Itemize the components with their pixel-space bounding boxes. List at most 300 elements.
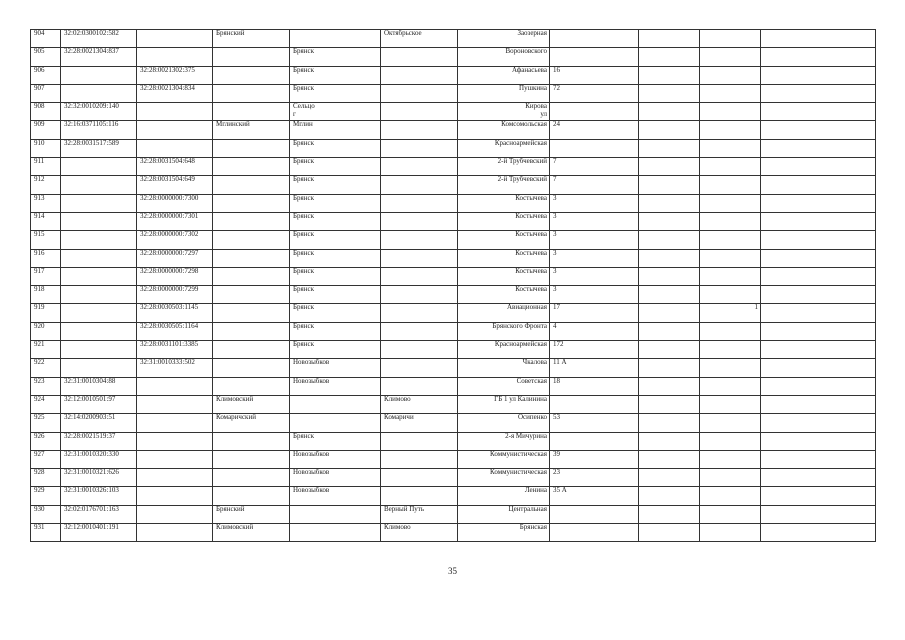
settlement-cell xyxy=(381,66,458,84)
cadastral-number-cell: 32:28:0021519:37 xyxy=(61,432,137,450)
district-cell xyxy=(213,341,290,359)
city-cell xyxy=(290,30,381,48)
table-row xyxy=(31,194,876,212)
building-cell xyxy=(639,48,700,66)
table-row xyxy=(31,176,876,194)
district-cell xyxy=(213,286,290,304)
district-cell xyxy=(213,84,290,102)
note-cell xyxy=(761,450,876,468)
cadastral-number-cell xyxy=(61,304,137,322)
row-number-cell: 911 xyxy=(31,158,61,176)
house-cell: 7 xyxy=(550,176,639,194)
street-cell: Комсомольская xyxy=(458,121,550,139)
settlement-cell: Климово xyxy=(381,524,458,542)
extra-cell xyxy=(700,121,761,139)
table-row xyxy=(31,286,876,304)
row-number-cell: 917 xyxy=(31,267,61,285)
district-cell: Климовский xyxy=(213,524,290,542)
extra-cell xyxy=(700,267,761,285)
cadastral-number-2-cell xyxy=(137,121,213,139)
extra-cell xyxy=(700,450,761,468)
table-row xyxy=(31,414,876,432)
extra-cell xyxy=(700,30,761,48)
street-cell: Коммунистическая xyxy=(458,450,550,468)
building-cell xyxy=(639,267,700,285)
settlement-cell: Верный Путь xyxy=(381,505,458,523)
city-cell: Новозыбков xyxy=(290,469,381,487)
city-cell: Брянск xyxy=(290,158,381,176)
city-cell xyxy=(290,524,381,542)
table-row xyxy=(31,487,876,505)
street-cell: Заозерная xyxy=(458,30,550,48)
house-cell: 39 xyxy=(550,450,639,468)
house-cell xyxy=(550,30,639,48)
district-cell xyxy=(213,487,290,505)
note-cell xyxy=(761,487,876,505)
house-cell xyxy=(550,524,639,542)
settlement-cell xyxy=(381,48,458,66)
city-cell xyxy=(290,414,381,432)
house-cell: 72 xyxy=(550,84,639,102)
cadastral-number-cell: 32:32:0010209:140 xyxy=(61,103,137,121)
extra-cell xyxy=(700,231,761,249)
settlement-cell xyxy=(381,194,458,212)
extra-cell xyxy=(700,286,761,304)
cadastral-number-2-cell: 32:28:0000000:7299 xyxy=(137,286,213,304)
cadastral-number-2-cell xyxy=(137,139,213,157)
house-cell xyxy=(550,103,639,121)
settlement-cell xyxy=(381,249,458,267)
district-cell xyxy=(213,469,290,487)
cadastral-number-2-cell: 32:28:0031504:648 xyxy=(137,158,213,176)
extra-cell xyxy=(700,432,761,450)
note-cell xyxy=(761,469,876,487)
settlement-cell xyxy=(381,469,458,487)
district-cell xyxy=(213,176,290,194)
house-cell xyxy=(550,505,639,523)
city-cell: Брянск xyxy=(290,267,381,285)
city-cell xyxy=(290,505,381,523)
district-cell: Комаричский xyxy=(213,414,290,432)
extra-cell xyxy=(700,158,761,176)
settlement-cell xyxy=(381,341,458,359)
note-cell xyxy=(761,395,876,413)
cadastral-number-2-cell: 32:28:0000000:7298 xyxy=(137,267,213,285)
street-cell: Костычева xyxy=(458,286,550,304)
city-cell: Брянск xyxy=(290,48,381,66)
table-row xyxy=(31,30,876,48)
city-cell: Новозыбков xyxy=(290,359,381,377)
row-number-cell: 930 xyxy=(31,505,61,523)
city-cell: Мглин xyxy=(290,121,381,139)
street-cell: Костычева xyxy=(458,212,550,230)
city-cell: Новозыбков xyxy=(290,450,381,468)
page-number: 35 xyxy=(448,566,457,576)
note-cell xyxy=(761,231,876,249)
extra-cell xyxy=(700,103,761,121)
house-cell: 17 xyxy=(550,304,639,322)
extra-cell xyxy=(700,395,761,413)
row-number-cell: 909 xyxy=(31,121,61,139)
building-cell xyxy=(639,414,700,432)
cadastral-number-cell xyxy=(61,359,137,377)
note-cell xyxy=(761,212,876,230)
district-cell xyxy=(213,103,290,121)
note-cell xyxy=(761,176,876,194)
table-row xyxy=(31,322,876,340)
district-cell xyxy=(213,48,290,66)
building-cell xyxy=(639,304,700,322)
house-cell: 18 xyxy=(550,377,639,395)
table-row xyxy=(31,450,876,468)
house-cell: 3 xyxy=(550,231,639,249)
table-row xyxy=(31,158,876,176)
row-number-cell: 908 xyxy=(31,103,61,121)
city-cell: Брянск xyxy=(290,432,381,450)
district-cell xyxy=(213,158,290,176)
cadastral-number-cell xyxy=(61,322,137,340)
table-row xyxy=(31,377,876,395)
note-cell xyxy=(761,139,876,157)
table-row xyxy=(31,66,876,84)
row-number-cell: 916 xyxy=(31,249,61,267)
note-cell xyxy=(761,304,876,322)
city-cell: Брянск xyxy=(290,286,381,304)
table-row xyxy=(31,249,876,267)
cadastral-number-cell: 32:12:0010501:97 xyxy=(61,395,137,413)
note-cell xyxy=(761,194,876,212)
row-number-cell: 913 xyxy=(31,194,61,212)
cadastral-number-cell xyxy=(61,286,137,304)
district-cell: Климовский xyxy=(213,395,290,413)
extra-cell: 1 xyxy=(700,304,761,322)
settlement-cell xyxy=(381,304,458,322)
street-cell: Красноармейская xyxy=(458,139,550,157)
note-cell xyxy=(761,267,876,285)
cadastral-number-2-cell xyxy=(137,450,213,468)
street-cell: Ленина xyxy=(458,487,550,505)
building-cell xyxy=(639,84,700,102)
house-cell: 23 xyxy=(550,469,639,487)
table-row xyxy=(31,267,876,285)
note-cell xyxy=(761,414,876,432)
building-cell xyxy=(639,524,700,542)
city-cell: Новозыбков xyxy=(290,377,381,395)
district-cell: Брянский xyxy=(213,30,290,48)
settlement-cell xyxy=(381,84,458,102)
street-cell: Костычева xyxy=(458,194,550,212)
note-cell xyxy=(761,322,876,340)
cadastral-number-2-cell: 32:28:0030503:1145 xyxy=(137,304,213,322)
row-number-cell: 924 xyxy=(31,395,61,413)
row-number-cell: 931 xyxy=(31,524,61,542)
settlement-cell xyxy=(381,322,458,340)
cadastral-number-cell: 32:28:0031517:589 xyxy=(61,139,137,157)
table-row xyxy=(31,121,876,139)
district-cell xyxy=(213,139,290,157)
cadastral-number-cell: 32:31:0010326:103 xyxy=(61,487,137,505)
settlement-cell xyxy=(381,103,458,121)
cadastral-number-cell xyxy=(61,212,137,230)
extra-cell xyxy=(700,359,761,377)
cadastral-number-cell xyxy=(61,176,137,194)
table-row xyxy=(31,359,876,377)
house-cell: 3 xyxy=(550,194,639,212)
extra-cell xyxy=(700,505,761,523)
extra-cell xyxy=(700,84,761,102)
building-cell xyxy=(639,139,700,157)
cadastral-number-2-cell xyxy=(137,414,213,432)
row-number-cell: 920 xyxy=(31,322,61,340)
house-cell: 3 xyxy=(550,286,639,304)
district-cell: Брянский xyxy=(213,505,290,523)
house-cell: 16 xyxy=(550,66,639,84)
street-cell: 2-й Трубчевский xyxy=(458,176,550,194)
note-cell xyxy=(761,103,876,121)
building-cell xyxy=(639,377,700,395)
cadastral-number-cell: 32:16:0371105:116 xyxy=(61,121,137,139)
building-cell xyxy=(639,212,700,230)
house-cell xyxy=(550,48,639,66)
cadastral-number-cell xyxy=(61,231,137,249)
records-table xyxy=(30,29,876,542)
district-cell xyxy=(213,194,290,212)
house-cell: 4 xyxy=(550,322,639,340)
city-cell: Сельцо г xyxy=(290,103,381,121)
cadastral-number-2-cell: 32:28:0031101:3385 xyxy=(137,341,213,359)
note-cell xyxy=(761,432,876,450)
note-cell xyxy=(761,121,876,139)
city-cell xyxy=(290,395,381,413)
cadastral-number-cell xyxy=(61,84,137,102)
settlement-cell xyxy=(381,359,458,377)
cadastral-number-2-cell: 32:28:0021304:834 xyxy=(137,84,213,102)
district-cell: Мглинский xyxy=(213,121,290,139)
street-cell: Кирова ул xyxy=(458,103,550,121)
table-row xyxy=(31,212,876,230)
building-cell xyxy=(639,505,700,523)
street-cell: Авиационная xyxy=(458,304,550,322)
settlement-cell xyxy=(381,231,458,249)
extra-cell xyxy=(700,322,761,340)
cadastral-number-cell: 32:31:0010321:626 xyxy=(61,469,137,487)
cadastral-number-2-cell: 32:31:0010333:502 xyxy=(137,359,213,377)
table-body xyxy=(31,30,876,542)
cadastral-number-2-cell xyxy=(137,30,213,48)
note-cell xyxy=(761,359,876,377)
street-cell: Чкалова xyxy=(458,359,550,377)
row-number-cell: 915 xyxy=(31,231,61,249)
building-cell xyxy=(639,158,700,176)
cadastral-number-2-cell: 32:28:0000000:7302 xyxy=(137,231,213,249)
house-cell: 35 А xyxy=(550,487,639,505)
cadastral-number-2-cell xyxy=(137,469,213,487)
table-row xyxy=(31,139,876,157)
cadastral-number-2-cell xyxy=(137,524,213,542)
building-cell xyxy=(639,231,700,249)
house-cell: 53 xyxy=(550,414,639,432)
cadastral-number-2-cell xyxy=(137,395,213,413)
note-cell xyxy=(761,48,876,66)
street-cell: Красноармейская xyxy=(458,341,550,359)
table-row xyxy=(31,505,876,523)
cadastral-number-2-cell: 32:28:0000000:7301 xyxy=(137,212,213,230)
street-cell: Костычева xyxy=(458,249,550,267)
city-cell: Брянск xyxy=(290,84,381,102)
table-row xyxy=(31,432,876,450)
table-row xyxy=(31,524,876,542)
city-cell: Брянск xyxy=(290,176,381,194)
row-number-cell: 929 xyxy=(31,487,61,505)
extra-cell xyxy=(700,414,761,432)
building-cell xyxy=(639,121,700,139)
district-cell xyxy=(213,231,290,249)
note-cell xyxy=(761,341,876,359)
building-cell xyxy=(639,487,700,505)
city-cell: Брянск xyxy=(290,139,381,157)
cadastral-number-2-cell xyxy=(137,487,213,505)
building-cell xyxy=(639,194,700,212)
note-cell xyxy=(761,377,876,395)
note-cell xyxy=(761,30,876,48)
district-cell xyxy=(213,377,290,395)
extra-cell xyxy=(700,48,761,66)
extra-cell xyxy=(700,176,761,194)
district-cell xyxy=(213,304,290,322)
building-cell xyxy=(639,395,700,413)
house-cell: 7 xyxy=(550,158,639,176)
extra-cell xyxy=(700,139,761,157)
cadastral-number-cell xyxy=(61,341,137,359)
house-cell: 24 xyxy=(550,121,639,139)
settlement-cell xyxy=(381,212,458,230)
settlement-cell xyxy=(381,176,458,194)
extra-cell xyxy=(700,341,761,359)
street-cell: Брянского Фронта xyxy=(458,322,550,340)
table-row xyxy=(31,304,876,322)
city-cell: Новозыбков xyxy=(290,487,381,505)
city-cell: Брянск xyxy=(290,341,381,359)
building-cell xyxy=(639,249,700,267)
cadastral-number-cell: 32:14:0200903:51 xyxy=(61,414,137,432)
cadastral-number-cell: 32:02:0300102:582 xyxy=(61,30,137,48)
cadastral-number-cell xyxy=(61,249,137,267)
table-row xyxy=(31,103,876,121)
cadastral-number-cell xyxy=(61,267,137,285)
city-cell: Брянск xyxy=(290,249,381,267)
district-cell xyxy=(213,322,290,340)
building-cell xyxy=(639,176,700,194)
row-number-cell: 912 xyxy=(31,176,61,194)
settlement-cell xyxy=(381,139,458,157)
building-cell xyxy=(639,286,700,304)
cadastral-number-2-cell: 32:28:0000000:7300 xyxy=(137,194,213,212)
building-cell xyxy=(639,30,700,48)
table-row xyxy=(31,84,876,102)
house-cell: 172 xyxy=(550,341,639,359)
building-cell xyxy=(639,322,700,340)
building-cell xyxy=(639,66,700,84)
city-cell: Брянск xyxy=(290,322,381,340)
row-number-cell: 906 xyxy=(31,66,61,84)
street-cell: Пушкина xyxy=(458,84,550,102)
extra-cell xyxy=(700,377,761,395)
cadastral-number-cell: 32:31:0010320:330 xyxy=(61,450,137,468)
extra-cell xyxy=(700,249,761,267)
building-cell xyxy=(639,359,700,377)
settlement-cell xyxy=(381,377,458,395)
house-cell: 3 xyxy=(550,212,639,230)
cadastral-number-2-cell xyxy=(137,432,213,450)
cadastral-number-2-cell xyxy=(137,505,213,523)
settlement-cell xyxy=(381,158,458,176)
note-cell xyxy=(761,286,876,304)
row-number-cell: 918 xyxy=(31,286,61,304)
cadastral-number-2-cell: 32:28:0031504:649 xyxy=(137,176,213,194)
settlement-cell xyxy=(381,267,458,285)
street-cell: Брянская xyxy=(458,524,550,542)
cadastral-number-cell xyxy=(61,66,137,84)
house-cell: 3 xyxy=(550,249,639,267)
city-cell: Брянск xyxy=(290,231,381,249)
cadastral-number-2-cell: 32:28:0000000:7297 xyxy=(137,249,213,267)
cadastral-number-cell: 32:02:0176701:163 xyxy=(61,505,137,523)
note-cell xyxy=(761,84,876,102)
house-cell: 11 А xyxy=(550,359,639,377)
street-cell: Афанасьева xyxy=(458,66,550,84)
row-number-cell: 904 xyxy=(31,30,61,48)
settlement-cell xyxy=(381,450,458,468)
table-row xyxy=(31,395,876,413)
extra-cell xyxy=(700,212,761,230)
row-number-cell: 921 xyxy=(31,341,61,359)
district-cell xyxy=(213,432,290,450)
cadastral-number-2-cell xyxy=(137,48,213,66)
cadastral-number-cell: 32:12:0010401:191 xyxy=(61,524,137,542)
settlement-cell xyxy=(381,432,458,450)
street-cell: Вороновского xyxy=(458,48,550,66)
city-cell: Брянск xyxy=(290,304,381,322)
extra-cell xyxy=(700,487,761,505)
note-cell xyxy=(761,66,876,84)
settlement-cell: Комаричи xyxy=(381,414,458,432)
cadastral-number-2-cell: 32:28:0030505:1164 xyxy=(137,322,213,340)
row-number-cell: 928 xyxy=(31,469,61,487)
building-cell xyxy=(639,450,700,468)
table-row xyxy=(31,48,876,66)
district-cell xyxy=(213,267,290,285)
building-cell xyxy=(639,103,700,121)
cadastral-number-cell: 32:31:0010304:88 xyxy=(61,377,137,395)
row-number-cell: 914 xyxy=(31,212,61,230)
note-cell xyxy=(761,505,876,523)
extra-cell xyxy=(700,524,761,542)
district-cell xyxy=(213,66,290,84)
building-cell xyxy=(639,341,700,359)
district-cell xyxy=(213,212,290,230)
row-number-cell: 925 xyxy=(31,414,61,432)
row-number-cell: 910 xyxy=(31,139,61,157)
cadastral-number-2-cell: 32:28:0021302:375 xyxy=(137,66,213,84)
extra-cell xyxy=(700,469,761,487)
city-cell: Брянск xyxy=(290,194,381,212)
street-cell: 2-я Мичурина xyxy=(458,432,550,450)
note-cell xyxy=(761,158,876,176)
row-number-cell: 922 xyxy=(31,359,61,377)
house-cell xyxy=(550,139,639,157)
settlement-cell xyxy=(381,121,458,139)
street-cell: 2-й Трубчевский xyxy=(458,158,550,176)
